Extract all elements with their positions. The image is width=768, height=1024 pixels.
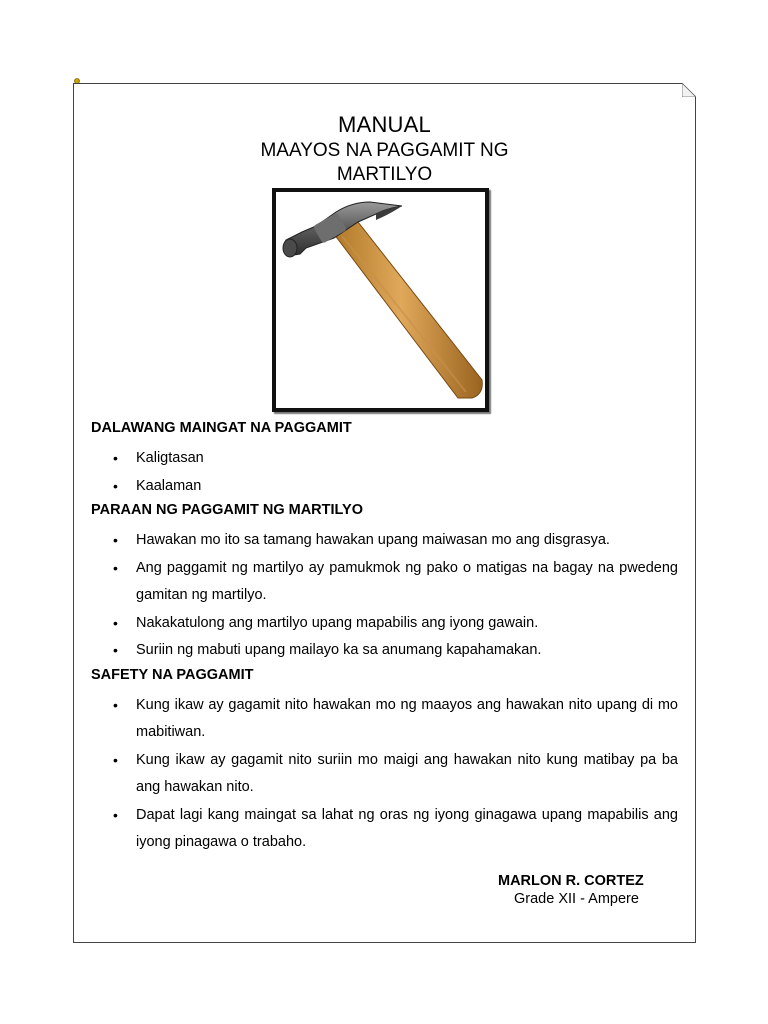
hammer-photo xyxy=(272,188,489,412)
section-heading: PARAAN NG PAGGAMIT NG MARTILYO xyxy=(91,502,364,518)
author-grade: Grade XII - Ampere xyxy=(514,891,639,907)
hammer-illustration xyxy=(276,192,485,408)
page-fold-corner xyxy=(682,83,696,97)
section-heading: SAFETY NA PAGGAMIT xyxy=(91,666,254,683)
section-heading: DALAWANG MAINGAT NA PAGGAMIT xyxy=(91,420,352,436)
bullet-list xyxy=(91,445,678,500)
list-item: • Suriin ng mabuti upang mailayo ka sa anumang kapahamakan. xyxy=(91,637,678,665)
list-item: • Kaalaman xyxy=(91,473,678,501)
list-item: • Dapat lagi kang maingat sa lahat ng oras ng iyong ginagawa upang mapabilis ang iyong pinagawa o trabaho. xyxy=(91,802,678,857)
author-name: MARLON R. CORTEZ xyxy=(498,873,644,889)
document-title: MANUAL xyxy=(338,112,431,137)
bullet-list xyxy=(91,692,678,857)
list-item: • Kung ikaw ay gagamit nito hawakan mo ng maayos ang hawakan nito upang di mo mabitiwan. xyxy=(91,692,678,747)
list-item: • Kung ikaw ay gagamit nito suriin mo maigi ang hawakan nito kung matibay pa ba ang hawakan nito. xyxy=(91,747,678,802)
list-item: • Nakakatulong ang martilyo upang mapabilis ang iyong gawain. xyxy=(91,610,678,638)
document-body xyxy=(91,418,678,857)
subtitle-line-1: MAAYOS NA PAGGAMIT NG xyxy=(260,140,509,161)
bullet-list xyxy=(91,527,678,665)
list-item: • Kaligtasan xyxy=(91,445,678,473)
list-item: • Hawakan mo ito sa tamang hawakan upang maiwasan mo ang disgrasya. xyxy=(91,527,678,555)
subtitle-line-2: MARTILYO xyxy=(336,164,433,185)
list-item: • Ang paggamit ng martilyo ay pamukmok ng pako o matigas na bagay na pwedeng gamitan ng martilyo. xyxy=(91,555,678,610)
document-page xyxy=(73,83,696,943)
document-subtitle xyxy=(74,139,695,187)
